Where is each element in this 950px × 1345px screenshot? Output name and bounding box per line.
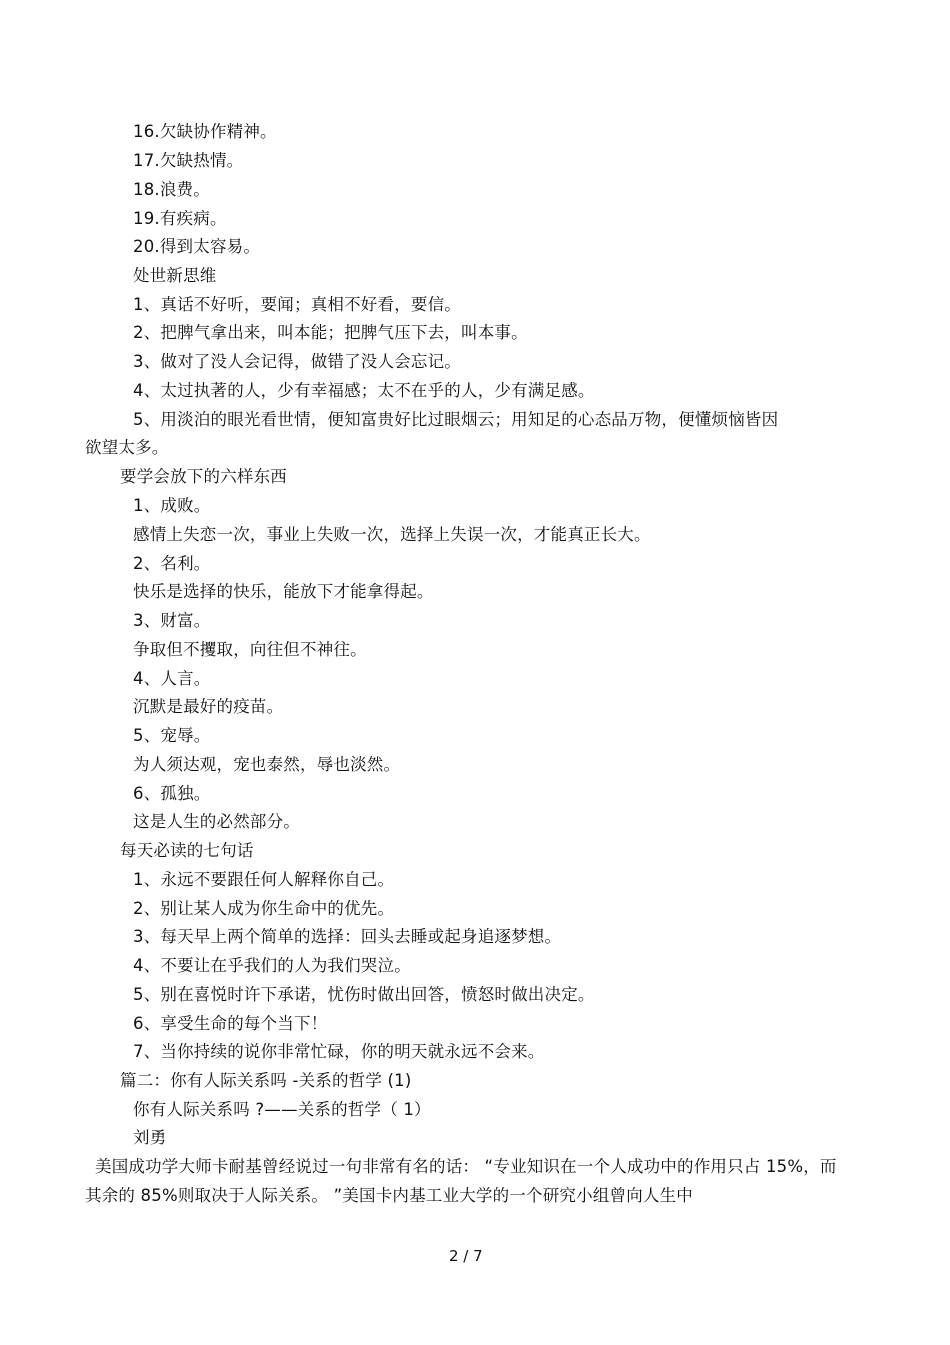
list-item: 3、财富。 <box>133 611 211 630</box>
list-item-detail: 感情上失恋一次，事业上失败一次，选择上失误一次，才能真正长大。 <box>133 525 651 544</box>
list-item: 1、永远不要跟任何人解释你自己。 <box>133 870 395 889</box>
list-item: 16.欠缺协作精神。 <box>133 122 277 141</box>
list-item-detail: 快乐是选择的快乐，能放下才能拿得起。 <box>133 582 434 601</box>
list-item: 17.欠缺热情。 <box>133 151 244 170</box>
list-item: 3、做对了没人会记得，做错了没人会忘记。 <box>133 352 461 371</box>
list-item: 2、名利。 <box>133 554 211 573</box>
list-item-detail: 为人须达观，宠也泰然，辱也淡然。 <box>133 755 401 774</box>
list-item: 6、享受生命的每个当下！ <box>133 1014 328 1033</box>
list-item: 7、当你持续的说你非常忙碌，你的明天就永远不会来。 <box>133 1042 545 1061</box>
article-title: 篇二：你有人际关系吗 -关系的哲学 (1) <box>120 1071 412 1090</box>
list-item: 4、太过执著的人，少有幸福感；太不在乎的人，少有满足感。 <box>133 381 595 400</box>
section-heading: 要学会放下的六样东西 <box>120 467 287 486</box>
list-item: 3、每天早上两个简单的选择：回头去睡或起身追逐梦想。 <box>133 927 562 946</box>
list-item: 5、别在喜悦时许下承诺，忧伤时做出回答，愤怒时做出决定。 <box>133 985 595 1004</box>
body-paragraph: 美国成功学大师卡耐基曾经说过一句非常有名的话： “专业知识在一个人成功中的作用只占 15%，而其余的 85%则取决于人际关系。 ”美国卡内基工业大学的一个研究小组曾向人生中 <box>85 1157 837 1205</box>
list-item-detail: 争取但不攫取，向往但不神往。 <box>133 640 367 659</box>
list-item: 6、孤独。 <box>133 784 211 803</box>
list-item-detail: 沉默是最好的疫苗。 <box>133 697 284 716</box>
list-item: 5、用淡泊的眼光看世情，便知富贵好比过眼烟云；用知足的心态品万物，便懂烦恼皆因 <box>133 410 779 429</box>
author-name: 刘勇 <box>133 1128 167 1147</box>
list-item: 18.浪费。 <box>133 180 210 199</box>
article-subtitle: 你有人际关系吗 ?——关系的哲学（ 1） <box>133 1100 431 1119</box>
list-item-detail: 这是人生的必然部分。 <box>133 812 300 831</box>
section-heading: 处世新思维 <box>133 266 217 285</box>
list-item: 20.得到太容易。 <box>133 237 261 256</box>
section-heading: 每天必读的七句话 <box>120 841 254 860</box>
list-item: 1、真话不好听，要闻；真相不好看，要信。 <box>133 295 461 314</box>
list-item-continuation: 欲望太多。 <box>85 438 169 457</box>
page-number: 2 / 7 <box>449 1247 483 1265</box>
list-item: 5、宠辱。 <box>133 726 211 745</box>
list-item: 2、别让某人成为你生命中的优先。 <box>133 899 395 918</box>
list-item: 4、人言。 <box>133 669 211 688</box>
list-item: 2、把脾气拿出来，叫本能；把脾气压下去，叫本事。 <box>133 323 528 342</box>
list-item: 4、不要让在乎我们的人为我们哭泣。 <box>133 956 411 975</box>
list-item: 19.有疾病。 <box>133 209 227 228</box>
list-item: 1、成败。 <box>133 496 211 515</box>
